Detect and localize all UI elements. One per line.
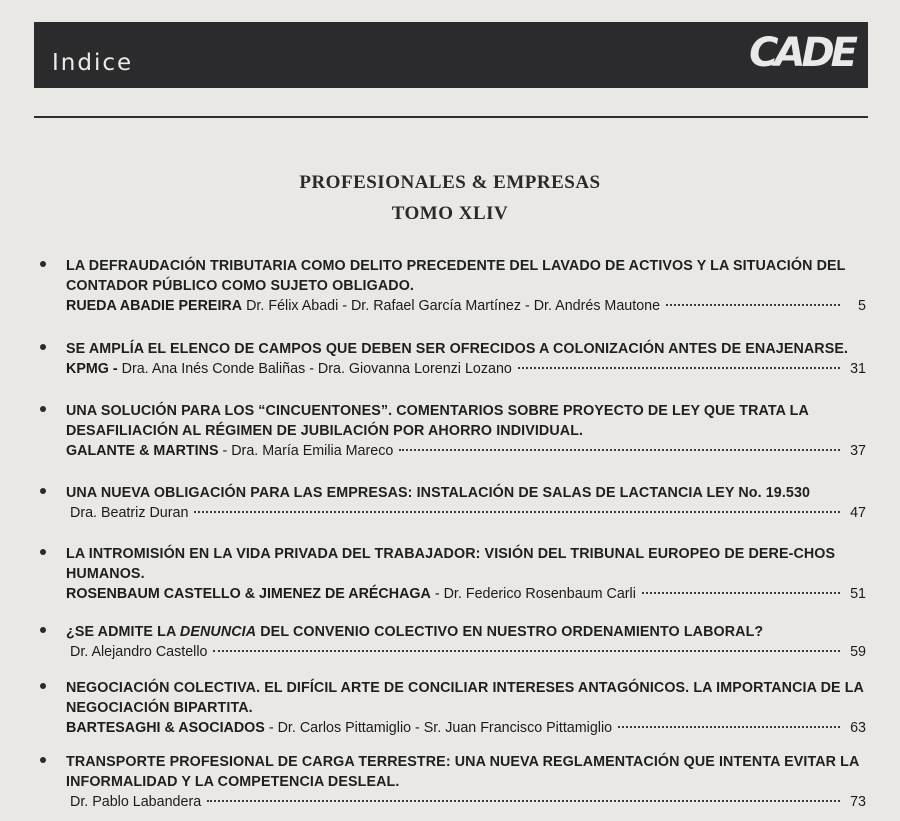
dot-leader (207, 800, 840, 802)
dot-leader (518, 367, 840, 369)
entry-title: NEGOCIACIÓN COLECTIVA. EL DIFÍCIL ARTE DE CONCILIAR INTERESES ANTAGÓNICOS. LA IMPORTANCIA DE LA NEGOCIACIÓN BIPARTITA. (66, 680, 864, 716)
entry-title-emphasis: DENUNCIA (179, 624, 257, 640)
entry-firm: RUEDA ABADIE PEREIRA (66, 298, 243, 314)
toc-entry[interactable] (34, 256, 866, 316)
bullet-icon (40, 627, 46, 633)
publication-title: PROFESIONALES & EMPRESAS (299, 172, 601, 193)
entry-title: UNA SOLUCIÓN PARA LOS “CINCUENTONES”. COMENTARIOS SOBRE PROYECTO DE LEY QUE TRATA LA DESAFILIACIÓN AL RÉGIMEN DE JUBILACIÓN POR AHORRO INDIVIDUAL. (66, 403, 809, 439)
entry-title: UNA NUEVA OBLIGACIÓN PARA LAS EMPRESAS: INSTALACIÓN DE SALAS DE LACTANCIA LEY No. 19.530 (66, 485, 811, 501)
entry-title: LA DEFRAUDACIÓN TRIBUTARIA COMO DELITO PRECEDENTE DEL LAVADO DE ACTIVOS Y LA SITUACIÓN DEL CONTADOR PÚBLICO COMO SUJETO OBLIGADO. (66, 258, 846, 294)
toc-entry[interactable] (34, 544, 866, 604)
entry-page: 59 (850, 644, 866, 660)
entry-firm: ROSENBAUM CASTELLO & JIMENEZ DE ARÉCHAGA (66, 586, 431, 602)
bullet-icon (40, 757, 46, 763)
divider (34, 116, 868, 118)
entry-title: TRANSPORTE PROFESIONAL DE CARGA TERRESTRE: UNA NUEVA REGLAMENTACIÓN QUE INTENTA EVITAR LA INFORMALIDAD Y LA COMPETENCIA DESLEAL. (66, 754, 859, 790)
bullet-icon (40, 406, 46, 412)
entry-authors: Dr. Félix Abadi - Dr. Rafael García Martínez - Dr. Andrés Mautone (246, 298, 661, 314)
entry-authors: - Dr. Carlos Pittamiglio - Sr. Juan Francisco Pittamiglio (268, 720, 613, 736)
bullet-icon (40, 549, 46, 555)
dot-leader (213, 650, 840, 652)
author-line (66, 718, 866, 738)
bullet-icon (40, 344, 46, 350)
author-line (66, 642, 866, 662)
entry-title: LA INTROMISIÓN EN LA VIDA PRIVADA DEL TRABAJADOR: VISIÓN DEL TRIBUNAL EUROPEO DE DERE-CHOS HUMANOS. (66, 546, 836, 582)
entry-page: 31 (850, 361, 866, 377)
entry-title: SE AMPLÍA EL ELENCO DE CAMPOS QUE DEBEN SER OFRECIDOS A COLONIZACIÓN ANTES DE ENAJENARSE. (66, 341, 849, 357)
entry-title-post: DEL CONVENIO COLECTIVO EN NUESTRO ORDENAMIENTO LABORAL? (256, 624, 764, 640)
entry-page: 37 (850, 443, 866, 459)
entry-title-pre: ¿SE ADMITE LA (66, 624, 180, 640)
author-line (66, 441, 866, 461)
entry-authors: Dr. Pablo Labandera (70, 794, 202, 810)
entry-page: 63 (850, 720, 866, 736)
entry-authors: - Dra. María Emilia Mareco (222, 443, 394, 459)
cade-logo: CADE (749, 30, 854, 76)
header-bar (34, 22, 868, 88)
bullet-icon (40, 683, 46, 689)
dot-leader (666, 304, 840, 306)
author-line (66, 584, 866, 604)
dot-leader (618, 726, 840, 728)
section-title: Indice (52, 50, 134, 76)
entry-page: 47 (850, 505, 866, 521)
dot-leader (642, 592, 840, 594)
toc-entry[interactable] (34, 622, 866, 662)
author-line (66, 296, 866, 316)
entry-authors: Dra. Beatriz Duran (70, 505, 189, 521)
author-line (66, 359, 866, 379)
dot-leader (399, 449, 840, 451)
entry-firm: KPMG - (66, 361, 118, 377)
toc-entry[interactable] (34, 401, 866, 461)
author-line (66, 503, 866, 523)
toc-entry[interactable] (34, 678, 866, 738)
toc-entry[interactable] (34, 339, 866, 379)
bullet-icon (40, 488, 46, 494)
entry-page: 73 (850, 794, 866, 810)
entry-page: 51 (850, 586, 866, 602)
publication-volume: TOMO XLIV (391, 203, 509, 224)
bullet-icon (40, 261, 46, 267)
toc-entry[interactable] (34, 483, 866, 523)
entry-firm: BARTESAGHI & ASOCIADOS (66, 720, 265, 736)
entry-authors: Dra. Ana Inés Conde Baliñas - Dra. Giovanna Lorenzi Lozano (121, 361, 512, 377)
entry-page: 5 (858, 298, 866, 314)
dot-leader (194, 511, 840, 513)
entry-authors: - Dr. Federico Rosenbaum Carli (434, 586, 636, 602)
entry-firm: GALANTE & MARTINS (66, 443, 219, 459)
toc-entry[interactable] (34, 752, 866, 812)
entry-title (66, 622, 866, 642)
author-line (66, 792, 866, 812)
entry-authors: Dr. Alejandro Castello (70, 644, 208, 660)
